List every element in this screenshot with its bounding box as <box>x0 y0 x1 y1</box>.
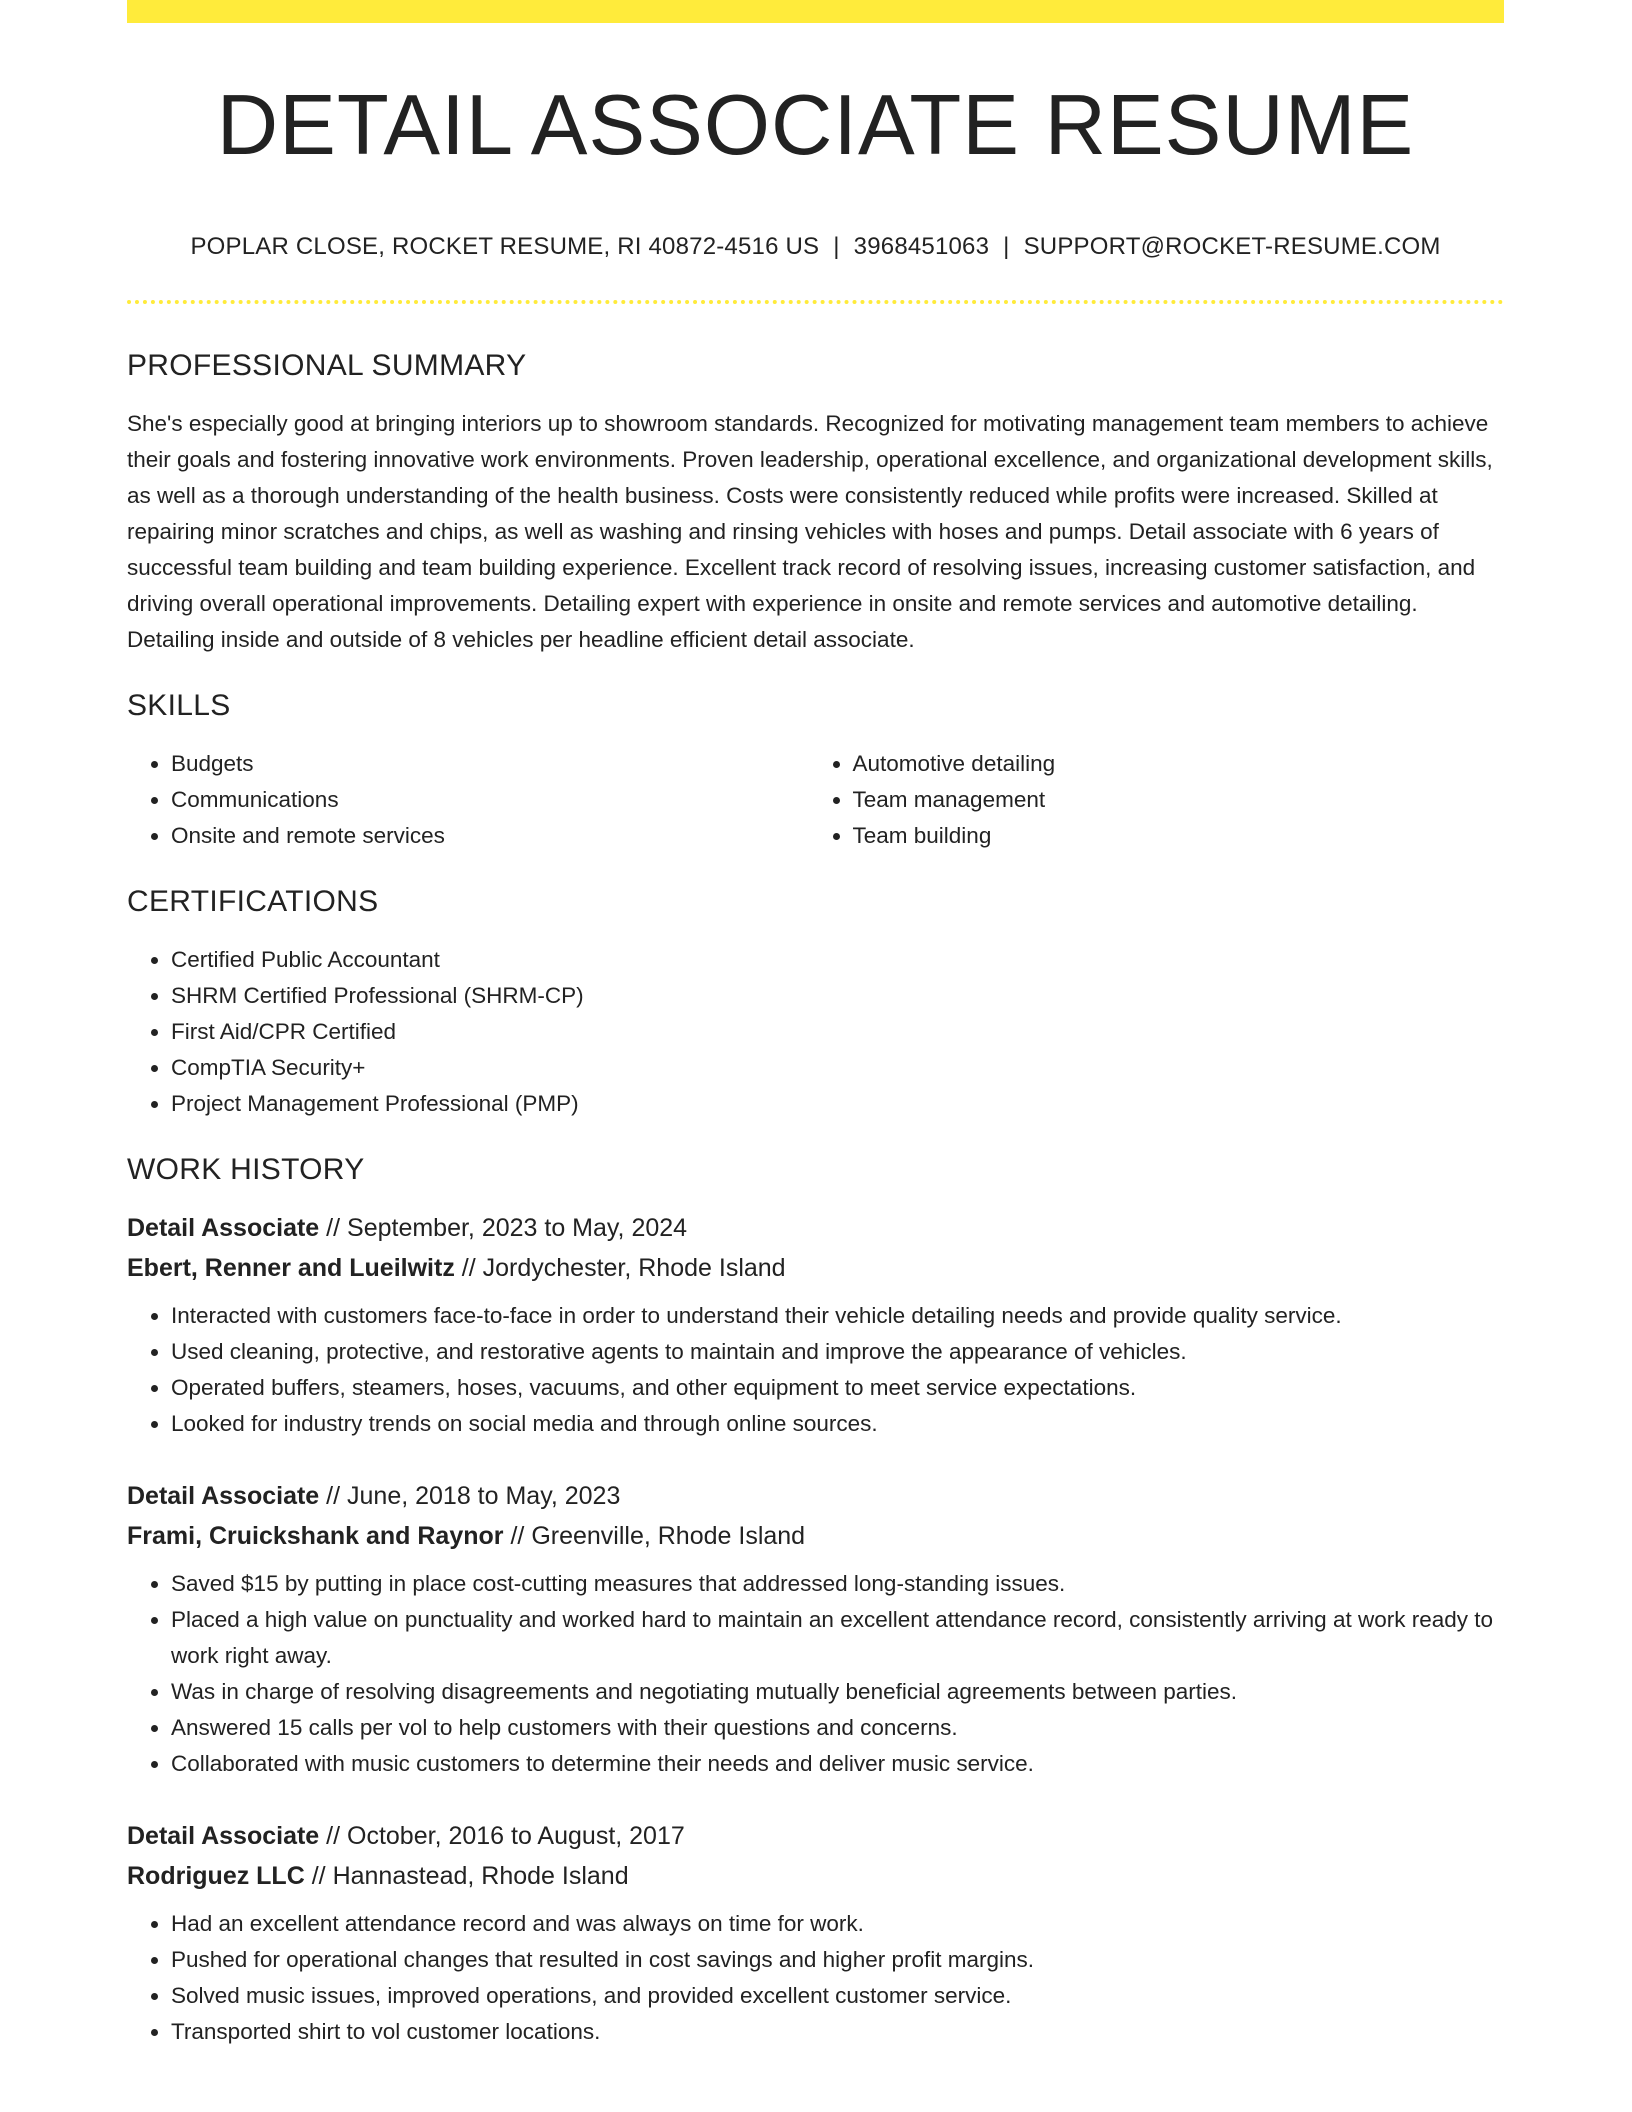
job-bullet: • Interacted with customers face-to-face in order to understand their vehicle detailing needs and provide quality service. <box>171 1298 1504 1334</box>
summary-text: She's especially good at bringing interiors up to showroom standards. Recognized for motivating management team members to achieve their goals and fostering innovative work environments. Proven leadership, operational excellence, and organizational development skills, as well as a thorough understanding of the health business. Costs were consistently reduced while profits were increased. Skilled at repairing minor scratches and chips, as well as washing and rinsing vehicles with hoses and pumps. Detail associate with 6 years of successful team building and team building experience. Excellent track record of resolving issues, increasing customer satisfaction, and driving overall operational improvements. Detailing expert with experience in onsite and remote services and automotive detailing. Detailing inside and outside of 8 vehicles per headline efficient detail associate. <box>127 411 1493 652</box>
job-divider: // <box>319 1482 348 1510</box>
certifications-list <box>127 942 1504 1122</box>
job-company-line <box>127 1248 1504 1288</box>
job-position-line <box>127 1208 1504 1248</box>
job-position: Detail Associate <box>127 1822 320 1850</box>
dotted-divider <box>127 300 1504 304</box>
job-dates: September, 2023 to May, 2024 <box>347 1214 688 1242</box>
job-divider: // <box>304 1862 333 1890</box>
job-company: Rodriguez LLC <box>127 1862 305 1890</box>
job-location: Hannastead, Rhode Island <box>332 1862 629 1890</box>
contact-phone: 3968451063 <box>853 233 990 260</box>
skills-heading: SKILLS <box>127 689 231 722</box>
job-divider: // <box>319 1822 348 1850</box>
job-company: Ebert, Renner and Lueilwitz <box>127 1254 455 1282</box>
job-position: Detail Associate <box>127 1482 320 1510</box>
job-bullet: • Answered 15 calls per vol to help customers with their questions and concerns. <box>171 1710 1504 1746</box>
job-bullet: • Looked for industry trends on social media and through online sources. <box>171 1406 1504 1442</box>
job-dates: October, 2016 to August, 2017 <box>347 1822 685 1850</box>
job-entry <box>127 1476 1504 1782</box>
contact-line <box>127 233 1504 261</box>
job-location: Greenville, Rhode Island <box>531 1522 806 1550</box>
skills-list <box>127 746 1504 854</box>
job-position-line <box>127 1476 1504 1516</box>
contact-separator: | <box>833 233 840 260</box>
job-company: Frami, Cruickshank and Raynor <box>127 1522 504 1550</box>
job-bullet: • Operated buffers, steamers, hoses, vacuums, and other equipment to meet service expectations. <box>171 1370 1504 1406</box>
certification-item: • Certified Public Accountant <box>171 942 1504 978</box>
job-bullet: • Transported shirt to vol customer locations. <box>171 2014 1504 2050</box>
job-dates: June, 2018 to May, 2023 <box>347 1482 621 1510</box>
job-company-line <box>127 1516 1504 1556</box>
job-position-line <box>127 1816 1504 1856</box>
certification-item: • Project Management Professional (PMP) <box>171 1086 1504 1122</box>
job-divider: // <box>503 1522 532 1550</box>
job-bullet: • Solved music issues, improved operations, and provided excellent customer service. <box>171 1978 1504 2014</box>
skill-item: • Team management <box>853 782 1505 818</box>
job-bullets <box>127 1566 1504 1782</box>
contact-email: SUPPORT@ROCKET-RESUME.COM <box>1023 233 1441 260</box>
job-divider: // <box>454 1254 483 1282</box>
resume-page <box>127 0 1504 2050</box>
job-bullet: • Placed a high value on punctuality and worked hard to maintain an excellent attendance record, consistently arriving at work ready to work right away. <box>171 1602 1504 1674</box>
job-bullets <box>127 1906 1504 2050</box>
skills-column-left <box>127 746 823 854</box>
contact-address: POPLAR CLOSE, ROCKET RESUME, RI 40872-4516 US <box>190 233 820 260</box>
job-bullet: • Saved $15 by putting in place cost-cutting measures that addressed long-standing issues. <box>171 1566 1504 1602</box>
job-position: Detail Associate <box>127 1214 320 1242</box>
skill-item: • Team building <box>853 818 1505 854</box>
skills-column-right <box>823 746 1505 854</box>
skill-item: • Automotive detailing <box>853 746 1505 782</box>
skill-item: • Onsite and remote services <box>171 818 823 854</box>
job-entry <box>127 1208 1504 1442</box>
work-history-heading: WORK HISTORY <box>127 1153 365 1186</box>
job-bullet: • Used cleaning, protective, and restorative agents to maintain and improve the appearance of vehicles. <box>171 1334 1504 1370</box>
job-location: Jordychester, Rhode Island <box>482 1254 786 1282</box>
summary-heading: PROFESSIONAL SUMMARY <box>127 349 527 382</box>
job-bullet: • Pushed for operational changes that resulted in cost savings and higher profit margins. <box>171 1942 1504 1978</box>
contact-separator: | <box>1003 233 1010 260</box>
resume-title: DETAIL ASSOCIATE RESUME <box>216 78 1415 173</box>
job-bullet: • Was in charge of resolving disagreements and negotiating mutually beneficial agreements between parties. <box>171 1674 1504 1710</box>
accent-top-bar <box>127 0 1504 23</box>
skill-item: • Communications <box>171 782 823 818</box>
job-entry <box>127 1816 1504 2050</box>
job-divider: // <box>319 1214 348 1242</box>
certification-item: • CompTIA Security+ <box>171 1050 1504 1086</box>
certification-item: • First Aid/CPR Certified <box>171 1014 1504 1050</box>
certifications-heading: CERTIFICATIONS <box>127 885 379 918</box>
job-bullets <box>127 1298 1504 1442</box>
certification-item: • SHRM Certified Professional (SHRM-CP) <box>171 978 1504 1014</box>
job-bullet: • Had an excellent attendance record and was always on time for work. <box>171 1906 1504 1942</box>
skill-item: • Budgets <box>171 746 823 782</box>
job-company-line <box>127 1856 1504 1896</box>
job-bullet: • Collaborated with music customers to determine their needs and deliver music service. <box>171 1746 1504 1782</box>
